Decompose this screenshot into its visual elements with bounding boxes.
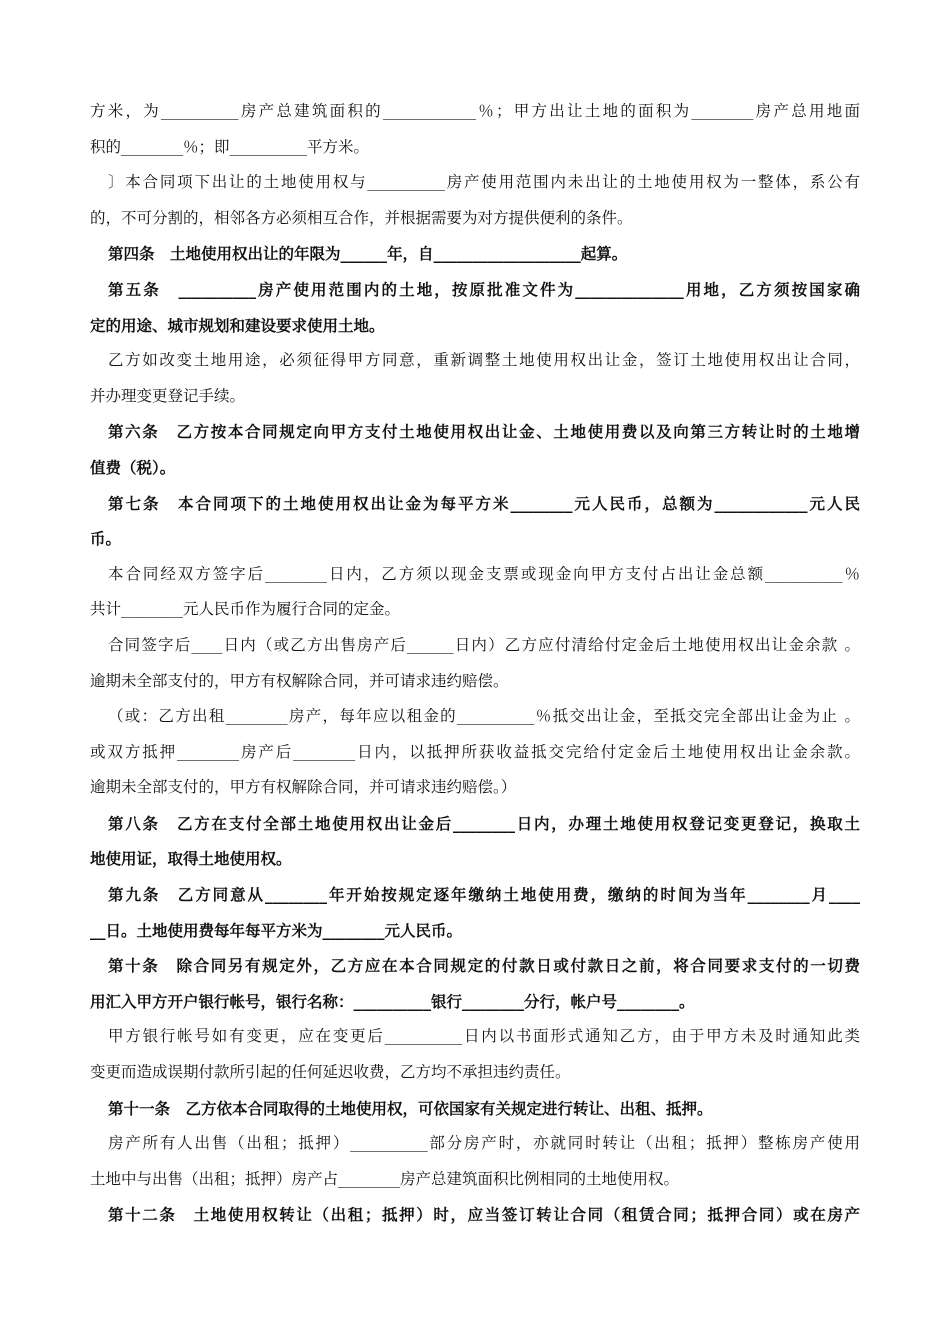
text-line: 房产所有人出售（出租；抵押）__________部分房产时，亦就同时转让（出租；抵押）整栋房产使用: [108, 1134, 860, 1153]
text-line: 值费（税）。: [90, 457, 176, 477]
text-line: 或双方抵押________房产后________日内，以抵押所获收益抵交完给付定金后土地使用权出让金余款。: [90, 742, 860, 761]
text-line: 本合同经双方签字后________日内，乙方须以现金支票或现金向甲方支付占出让金总额__________％: [108, 564, 860, 583]
text-line: __日。土地使用费每年每平方米为________元人民币。: [90, 920, 463, 940]
text-line: 第十二条 土地使用权转让（出租；抵押）时，应当签订转让合同（租赁合同；抵押合同）或在房产: [108, 1205, 860, 1225]
text-line: 用汇入甲方开户银行帐号，银行名称：__________银行________分行，帐户号________。: [90, 991, 695, 1011]
text-line: 方米，为__________房产总建筑面积的____________％；甲方出让土地的面积为________房产总用地面: [90, 102, 860, 120]
text-line: 定的用途、城市规划和建设要求使用土地。: [90, 315, 385, 335]
text-line: 〕本合同项下出让的土地使用权与__________房产使用范围内未出让的土地使用权为一整体，系公有: [108, 173, 860, 192]
contract-text: [90, 94, 860, 1233]
text-line: 土地中与出售（出租；抵押）房产占________房产总建筑面积比例相同的土地使用权。: [90, 1169, 680, 1188]
text-line: 共计________元人民币作为履行合同的定金。: [90, 600, 401, 619]
text-line: 的，不可分割的，相邻各方必须相互合作，并根据需要为对方提供便利的条件。: [90, 208, 633, 227]
text-line: （或：乙方出租________房产，每年应以租金的__________％抵交出让金，至抵交完全部出让金为止 。: [108, 707, 860, 726]
text-line: 逾期未全部支付的，甲方有权解除合同，并可请求违约赔偿。）: [90, 778, 517, 797]
text-line: 乙方如改变土地用途，必须征得甲方同意，重新调整土地使用权出让金，签订土地使用权出让合同，: [108, 351, 860, 370]
text-line: 逾期未全部支付的，甲方有权解除合同，并可请求违约赔偿。: [90, 671, 509, 690]
document-page: [90, 94, 860, 1233]
text-line: 第七条 本合同项下的土地使用权出让金为每平方米________元人民币，总额为____________元人民: [108, 493, 860, 513]
text-line: 第十一条 乙方依本合同取得的土地使用权，可依国家有关规定进行转让、出租、抵押。: [108, 1098, 713, 1118]
text-line: 第六条 乙方按本合同规定向甲方支付土地使用权出让金、土地使用费以及向第三方转让时的土地增: [108, 422, 860, 442]
text-line: 地使用证，取得土地使用权。: [90, 849, 292, 869]
text-line: 合同签字后____日内（或乙方出售房产后______日内）乙方应付清给付定金后土地使用权出让金余款 。: [108, 635, 860, 654]
text-line: 积的________％；即__________平方米。: [90, 137, 370, 156]
text-line: 币。: [90, 529, 122, 549]
text-line: 第十条 除合同另有规定外，乙方应在本合同规定的付款日或付款日之前，将合同要求支付的一切费: [108, 956, 860, 976]
text-line: 第九条 乙方同意从________年开始按规定逐年缴纳土地使用费，缴纳的时间为当年________月____: [108, 885, 860, 905]
text-line: 第八条 乙方在支付全部土地使用权出让金后________日内，办理土地使用权登记变更登记，换取土: [108, 813, 860, 833]
text-line: 甲方银行帐号如有变更，应在变更后__________日内以书面形式通知乙方，由于甲方未及时通知此类: [108, 1027, 860, 1046]
text-line: 变更而造成误期付款所引起的任何延迟收费，乙方均不承担违约责任。: [90, 1063, 571, 1082]
text-line: 第四条 土地使用权出让的年限为______年，自___________________起算。: [108, 244, 628, 264]
text-line: 并办理变更登记手续。: [90, 386, 246, 405]
text-line: 第五条 __________房产使用范围内的土地，按原批准文件为______________用地，乙方须按国家确: [108, 279, 860, 299]
